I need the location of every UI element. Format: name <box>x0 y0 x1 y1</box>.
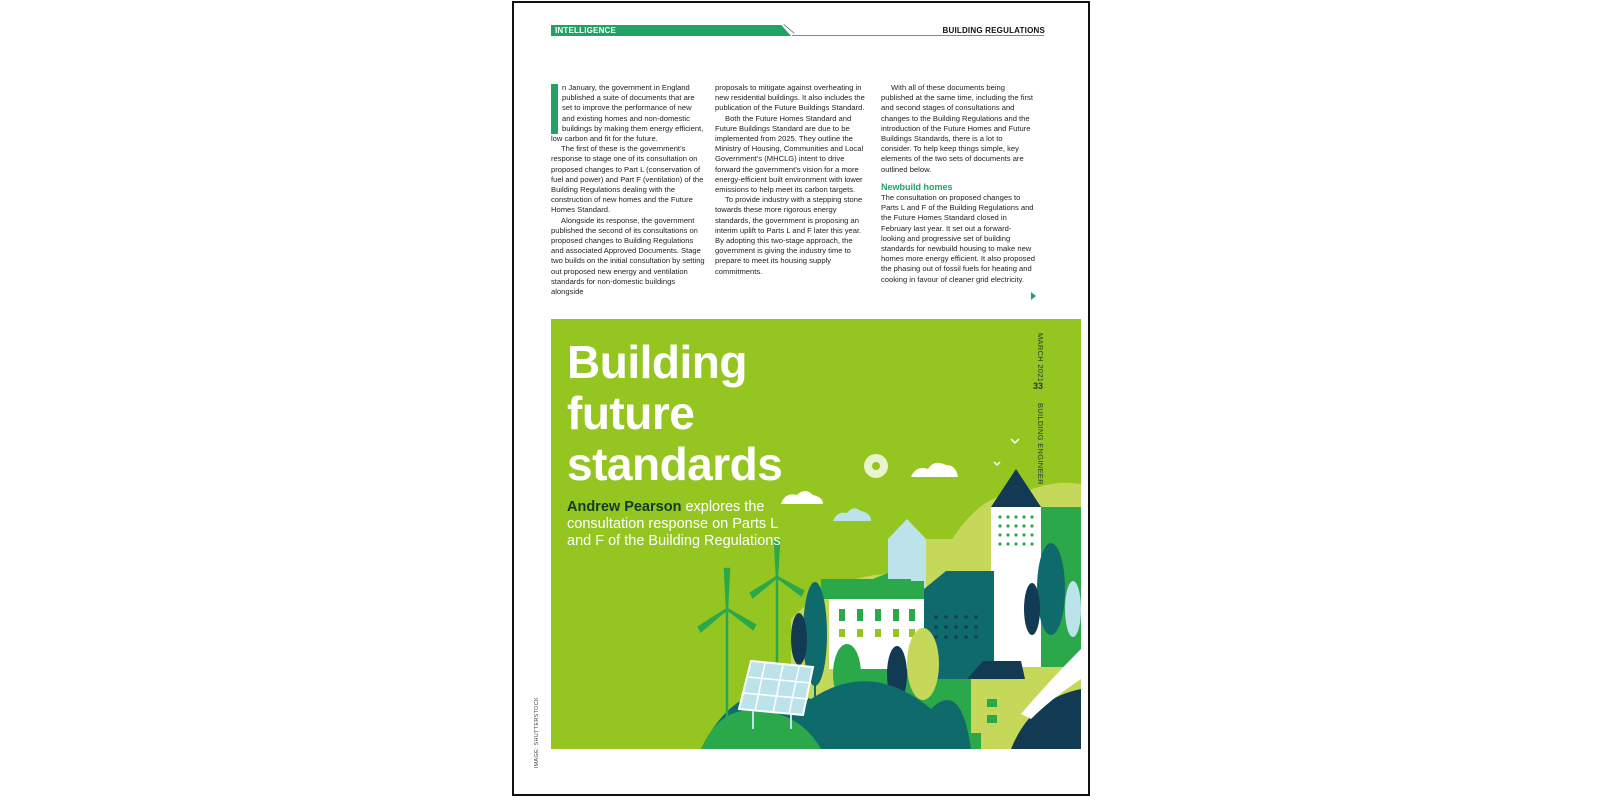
subheading: Newbuild homes <box>881 181 953 192</box>
paragraph: To provide industry with a stepping stone towards these more rigorous energy standards, the government is proposing an interim uplift to Parts L and F later this year. By adopting this two-stage approach, the government is giving the industry time to prepare to meet its housing supply commitments. <box>715 195 863 276</box>
drop-cap-bar <box>551 84 558 134</box>
hero-illustration-panel <box>551 319 1081 749</box>
magazine-page <box>512 1 1090 796</box>
paragraph: The first of these is the government’s response to stage one of its consultation on proposed changes to Part L (conservation of fuel and power) and Part F (ventilation) of the Building Regulations dealing with the construction of new homes and the Future Homes Standard. <box>551 144 704 215</box>
body-columns <box>551 83 1039 308</box>
cloud-icon <box>781 491 823 504</box>
column-3 <box>881 83 1035 285</box>
paragraph: Alongside its response, the government published the second of its consultations on proposed changes to Building Regulations and associated Approved Documents. Stage two builds on the initial consultation by setting out proposed new energy and ventilation standards for non-domestic buildings alongside <box>551 215 705 297</box>
tree-icon <box>907 628 939 700</box>
section-label: INTELLIGENCE <box>555 26 617 35</box>
header-rule <box>792 35 1044 36</box>
topic-label: BUILDING REGULATIONS <box>942 26 1045 35</box>
author-name: Andrew Pearson <box>567 499 682 515</box>
tree-icon <box>1037 543 1065 635</box>
column-1 <box>551 83 705 297</box>
cloud-icon <box>833 508 871 521</box>
tree-icon <box>791 613 807 665</box>
paragraph: proposals to mitigate against overheating in new residential buildings. It also includes the publication of the Future Buildings Standard. <box>715 83 865 113</box>
article-title: Building future standards <box>567 336 783 490</box>
standfirst: Andrew Pearson explores the consultation response on Parts L and F of the Building Regulations <box>567 499 781 549</box>
paragraph: The consultation on proposed changes to Parts L and F of the Building Regulations and the Future Homes Standard closed in February last year. It set out a forward-looking and progressive set of building standards for newbuild housing to make new homes more energy efficient. It also proposed the phasing out of fossil fuels for heating and cooking in favour of cleaner grid electricity. <box>881 193 1035 284</box>
continue-arrow-icon <box>1031 292 1036 300</box>
column-2 <box>715 83 869 277</box>
paragraph: n January, the government in England published a suite of documents that are set to improve the performance of new and existing homes and non-domestic buildings by making them energy efficient, low carbon and fit for the future. <box>551 83 704 144</box>
paragraph: Both the Future Homes Standard and Future Buildings Standard are due to be implemented from 2025. They outline the Ministry of Housing, Communities and Local Government’s (MHCLG) intent to drive forward the government’s vision for a more energy-efficient built environment with lower emissions to help meet its carbon targets. <box>715 113 864 195</box>
image-credit: IMAGE: SHUTTERSTOCK <box>534 697 540 769</box>
paragraph: With all of these documents being published at the same time, including the first and second stages of consultations and changes to the Building Regulations and the introduction of the Future Homes and Future Buildings Standards, there is a lot to consider. To help keep things simple, key elements of the two sets of documents are outlined below. <box>881 83 1033 174</box>
magazine-name: BUILDING ENGINEER <box>1036 403 1045 485</box>
cloud-icon <box>911 463 958 477</box>
issue-date: MARCH 2021 <box>1036 333 1045 383</box>
page-number: 33 <box>1033 381 1044 391</box>
tree-icon <box>1065 581 1081 637</box>
tree-icon <box>1024 583 1040 635</box>
